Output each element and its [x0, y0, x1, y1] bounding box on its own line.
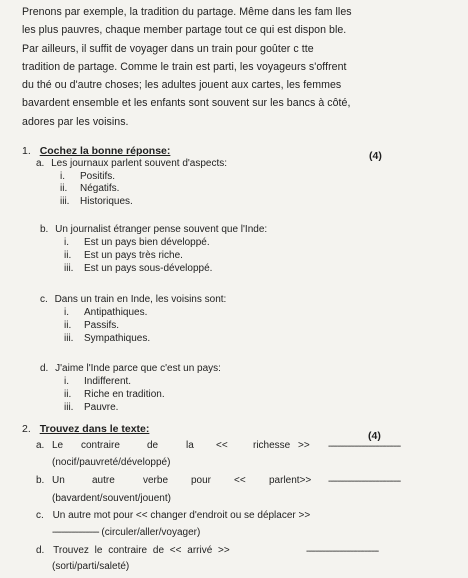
answer-blank-2d[interactable]: -------------------------------: [306, 546, 379, 557]
option-text: Est un pays très riche.: [84, 250, 183, 261]
sub-text: J'aime l'Inde parce que c'est un pays:: [55, 363, 221, 374]
option-text: Passifs.: [84, 320, 120, 331]
answer-blank-2b[interactable]: -------------------------------: [328, 476, 401, 487]
question-2a-word: la: [186, 440, 194, 451]
answer-blank-2a[interactable]: -------------------------------: [328, 441, 401, 452]
question-2b-word: parlent>>: [269, 475, 312, 486]
option-number: i.: [64, 376, 69, 387]
sub-letter: d.: [40, 363, 49, 374]
question-title: Cochez la bonne réponse:: [39, 145, 171, 157]
question-2a-word: <<: [216, 440, 228, 451]
paragraph-line: tradition de partage. Comme le train est parti, les voyageurs s'offrent: [22, 60, 347, 73]
question-title: Trouvez dans le texte:: [39, 423, 150, 435]
option-1b-ii[interactable]: [64, 250, 183, 262]
question-2b-word: autre: [92, 475, 115, 486]
option-number: ii.: [64, 250, 72, 261]
option-1a-iii[interactable]: [60, 196, 133, 208]
option-number: iii.: [64, 263, 74, 274]
sub-text: Dans un train en Inde, les voisins sont:: [54, 294, 227, 305]
question-1b: [40, 224, 267, 236]
paragraph-line: les plus pauvres, chaque member partage tout ce qui est dispon ble.: [22, 24, 347, 37]
option-number: i.: [60, 171, 65, 182]
option-text: Négatifs.: [80, 183, 120, 194]
option-1d-ii[interactable]: [64, 389, 165, 401]
option-1d-i[interactable]: [64, 376, 131, 388]
option-1c-iii[interactable]: [64, 333, 150, 345]
hint-2a: (nocif/pauvreté/développé): [52, 457, 171, 468]
option-1a-ii[interactable]: [60, 183, 119, 195]
option-1d-iii[interactable]: [64, 402, 118, 414]
option-number: iii.: [64, 402, 74, 413]
question-1a: [36, 158, 227, 170]
question-number: 2.: [22, 423, 31, 435]
sub-letter: b.: [36, 475, 45, 486]
option-text: Est un pays sous-développé.: [84, 263, 213, 274]
option-text: Antipathiques.: [84, 307, 148, 318]
question-1-heading: [22, 145, 170, 157]
option-1a-i[interactable]: [60, 171, 115, 183]
question-2c: [36, 510, 310, 522]
question-2b-word: Un: [52, 475, 65, 486]
sub-letter: a.: [36, 440, 45, 451]
answer-blank-2c[interactable]: --------------------: [52, 527, 99, 538]
sub-letter: c.: [36, 510, 44, 521]
question-2-heading: [22, 423, 149, 435]
question-2b-word: <<: [234, 475, 246, 486]
question-2a-word: contraire: [81, 440, 120, 451]
sub-text: Trouvez le contraire de << arrivé >>: [53, 545, 230, 556]
option-1c-i[interactable]: [64, 307, 147, 319]
paragraph-line: bavardent ensemble et les enfants sont souvent sur les bancs à côté,: [22, 97, 351, 110]
reading-paragraph: [22, 3, 454, 131]
question-number: 1.: [22, 145, 31, 157]
question-2b-word: pour: [191, 475, 212, 486]
option-number: ii.: [64, 320, 72, 331]
sub-text: Les journaux parlent souvent d'aspects:: [51, 158, 228, 169]
hint-2c: (circuler/aller/voyager): [101, 527, 201, 538]
option-number: i.: [64, 307, 69, 318]
sub-letter: d.: [36, 545, 45, 556]
hint-2b: (bavardent/souvent/jouent): [52, 493, 171, 504]
option-text: Pauvre.: [84, 402, 119, 413]
sub-text: Un journalist étranger pense souvent que l'Inde:: [55, 224, 268, 235]
sub-letter: a.: [36, 158, 45, 169]
question-2a: [36, 440, 44, 452]
question-2c-answer-line: [52, 527, 200, 539]
sub-letter: c.: [40, 294, 48, 305]
question-2a-word: Le: [52, 440, 64, 451]
question-1c: [40, 294, 226, 306]
paragraph-line: Prenons par exemple, la tradition du partage. Même dans les fam lles: [22, 6, 352, 18]
option-text: Riche en tradition.: [84, 389, 165, 400]
question-1-score: (4): [369, 150, 382, 162]
paragraph-line: adores par les voisins.: [22, 115, 129, 128]
option-text: Sympathiques.: [84, 333, 151, 344]
option-text: Est un pays bien développé.: [84, 237, 210, 248]
question-1d: [40, 363, 221, 375]
option-1b-iii[interactable]: [64, 263, 212, 275]
option-number: iii.: [60, 196, 70, 207]
option-1b-i[interactable]: [64, 237, 210, 249]
sub-letter: b.: [40, 224, 49, 235]
option-text: Indifferent.: [84, 376, 132, 387]
hint-2d: (sorti/parti/saleté): [52, 561, 130, 572]
option-number: i.: [64, 237, 69, 248]
paragraph-line: du thé ou d'autre choses; les adultes jouent aux cartes, les femmes: [22, 79, 342, 92]
option-text: Historiques.: [80, 196, 133, 207]
sub-text: Un autre mot pour << changer d'endroit ou se déplacer >>: [52, 510, 311, 521]
question-2-score: (4): [368, 430, 381, 442]
option-number: ii.: [60, 183, 68, 194]
option-1c-ii[interactable]: [64, 320, 119, 332]
question-2b: [36, 475, 44, 487]
paragraph-line: Par ailleurs, il suffit de voyager dans un train pour goûter c tte: [22, 42, 314, 55]
question-2a-word: de: [147, 440, 159, 451]
option-text: Positifs.: [80, 171, 116, 182]
question-2b-word: verbe: [143, 475, 169, 486]
question-2a-word: >>: [298, 440, 310, 451]
question-2d: [36, 545, 230, 557]
question-2a-word: richesse: [253, 440, 291, 451]
option-number: ii.: [64, 389, 72, 400]
option-number: iii.: [64, 333, 74, 344]
